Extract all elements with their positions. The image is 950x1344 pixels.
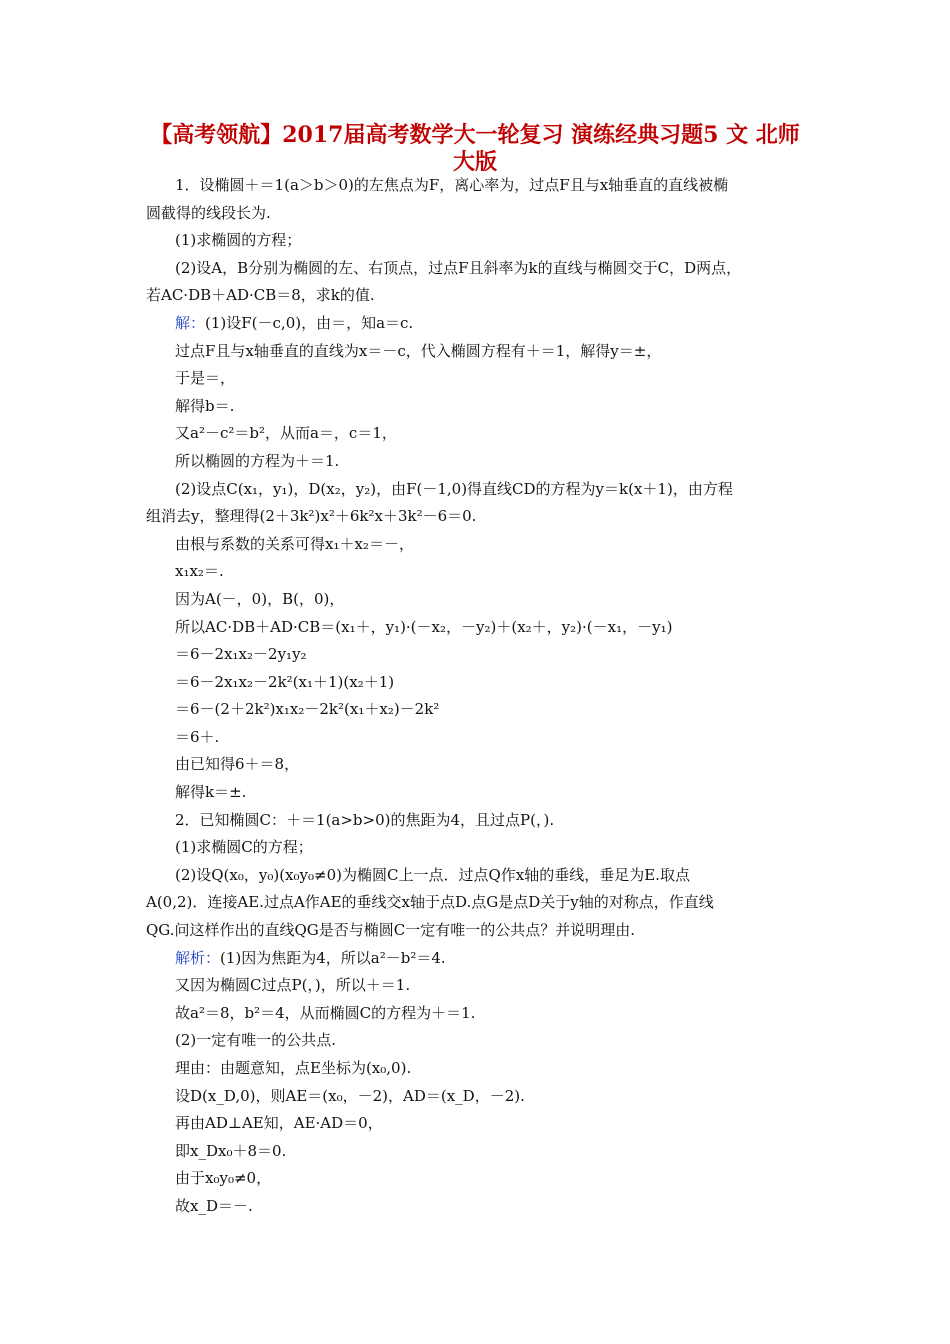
line-text: 故a²＝8，b²＝4，从而椭圆C的方程为＋＝1.	[175, 1003, 476, 1022]
line-text: (2)一定有唯一的公共点.	[175, 1031, 337, 1050]
text-line	[146, 531, 818, 559]
line-text: (1)求椭圆C的方程；	[175, 838, 313, 857]
solution-label: 解析：	[175, 948, 221, 967]
text-line	[146, 1055, 818, 1083]
text-line	[146, 862, 818, 890]
line-text: 圆截得的线段长为.	[146, 203, 271, 222]
text-line	[146, 172, 818, 200]
line-text: 因为A(－，0)，B(，0)，	[175, 589, 345, 608]
line-text: 由于x₀y₀≠0，	[175, 1169, 272, 1188]
text-line	[146, 476, 818, 504]
text-line	[146, 696, 818, 724]
line-text: ＝6－(2＋2k²)x₁x₂－2k²(x₁＋x₂)－2k²	[175, 700, 440, 719]
text-line	[146, 834, 818, 862]
text-line	[146, 227, 818, 255]
text-line	[146, 1193, 818, 1221]
text-line	[146, 614, 818, 642]
text-line	[146, 917, 818, 945]
line-text: ＝6＋.	[175, 727, 220, 746]
line-text: (1)求椭圆的方程；	[175, 231, 302, 250]
line-text: (2)设Q(x₀，y₀)(x₀y₀≠0)为椭圆C上一点．过点Q作x轴的垂线，垂足为E.取点	[175, 865, 690, 884]
text-line	[146, 1138, 818, 1166]
line-text: 所以椭圆的方程为＋＝1.	[175, 451, 340, 470]
line-text: 又因为椭圆C过点P(，)，所以＋＝1.	[175, 976, 411, 995]
text-line	[146, 1000, 818, 1028]
text-line	[146, 448, 818, 476]
line-text: A(0,2)．连接AE.过点A作AE的垂线交x轴于点D.点G是点D关于y轴的对称点，作直线	[146, 893, 714, 912]
text-line	[146, 1027, 818, 1055]
line-text: 解得b＝.	[175, 396, 235, 415]
document-title	[100, 122, 850, 176]
line-text: QG.问这样作出的直线QG是否与椭圆C一定有唯一的公共点？并说明理由.	[146, 921, 636, 940]
text-line	[146, 1083, 818, 1111]
text-line	[146, 558, 818, 586]
line-text: 再由AD⊥AE知，AE·AD＝0，	[175, 1114, 383, 1133]
title-line-1: 【高考领航】2017届高考数学大一轮复习 演练经典习题5 文 北师	[150, 122, 800, 148]
line-text: (1)因为焦距为4，所以a²－b²＝4.	[220, 948, 446, 967]
line-text: 由根与系数的关系可得x₁＋x₂＝－，	[175, 534, 414, 553]
text-line	[146, 669, 818, 697]
line-text: (2)设点C(x₁，y₁)，D(x₂，y₂)，由F(－1,0)得直线CD的方程为y＝k(x＋1)，由方程	[175, 479, 733, 498]
text-line	[146, 255, 818, 283]
line-text: 所以AC·DB＋AD·CB＝(x₁＋，y₁)·(－x₂，－y₂)＋(x₂＋，y₂)·(－x₁，－y₁)	[175, 617, 673, 636]
line-text: 设D(x_D,0)，则AE＝(x₀，－2)，AD＝(x_D，－2).	[175, 1086, 525, 1105]
text-line	[146, 889, 818, 917]
text-line	[146, 282, 818, 310]
text-line	[146, 1110, 818, 1138]
line-text: ＝6－2x₁x₂－2y₁y₂	[175, 645, 307, 664]
line-text: 若AC·DB＋AD·CB＝8，求k的值.	[146, 286, 375, 305]
line-text: 由已知得6＋＝8，	[175, 755, 300, 774]
line-text: 过点F且与x轴垂直的直线为x＝－c，代入椭圆方程有＋＝1，解得y＝±，	[175, 341, 662, 360]
document-body	[146, 172, 818, 1221]
text-line	[146, 365, 818, 393]
text-line	[146, 503, 818, 531]
line-text: 又a²－c²＝b²，从而a＝，c＝1，	[175, 424, 397, 443]
text-line	[146, 972, 818, 1000]
text-line	[146, 945, 818, 973]
line-text: 组消去y，整理得(2＋3k²)x²＋6k²x＋3k²－6＝0.	[146, 507, 477, 526]
text-line	[146, 751, 818, 779]
text-line	[146, 779, 818, 807]
line-text: x₁x₂＝.	[175, 562, 224, 581]
text-line	[146, 420, 818, 448]
text-line	[146, 310, 818, 338]
solution-label: 解：	[175, 313, 206, 332]
line-text: ＝6－2x₁x₂－2k²(x₁＋1)(x₂＋1)	[175, 672, 395, 691]
line-text: 理由：由题意知，点E坐标为(x₀,0).	[175, 1059, 412, 1077]
text-line	[146, 724, 818, 752]
text-line	[146, 807, 818, 835]
line-text: 2．已知椭圆C：＋＝1(a>b>0)的焦距为4，且过点P(，).	[175, 810, 555, 829]
text-line	[146, 338, 818, 366]
line-text: (2)设A，B分别为椭圆的左、右顶点，过点F且斜率为k的直线与椭圆交于C，D两点，	[175, 258, 742, 277]
line-text: (1)设F(－c,0)，由＝，知a＝c.	[205, 313, 414, 332]
line-text: 即x_Dx₀＋8＝0.	[175, 1141, 287, 1160]
text-line	[146, 1165, 818, 1193]
text-line	[146, 393, 818, 421]
title-line-2: 大版	[452, 149, 497, 175]
line-text: 1．设椭圆＋＝1(a＞b＞0)的左焦点为F，离心率为，过点F且与x轴垂直的直线被椭	[175, 176, 729, 194]
text-line	[146, 641, 818, 669]
line-text: 于是＝，	[175, 369, 236, 388]
line-text: 解得k＝±.	[175, 783, 247, 802]
text-line	[146, 200, 818, 228]
text-line	[146, 586, 818, 614]
line-text: 故x_D＝－.	[175, 1196, 253, 1215]
